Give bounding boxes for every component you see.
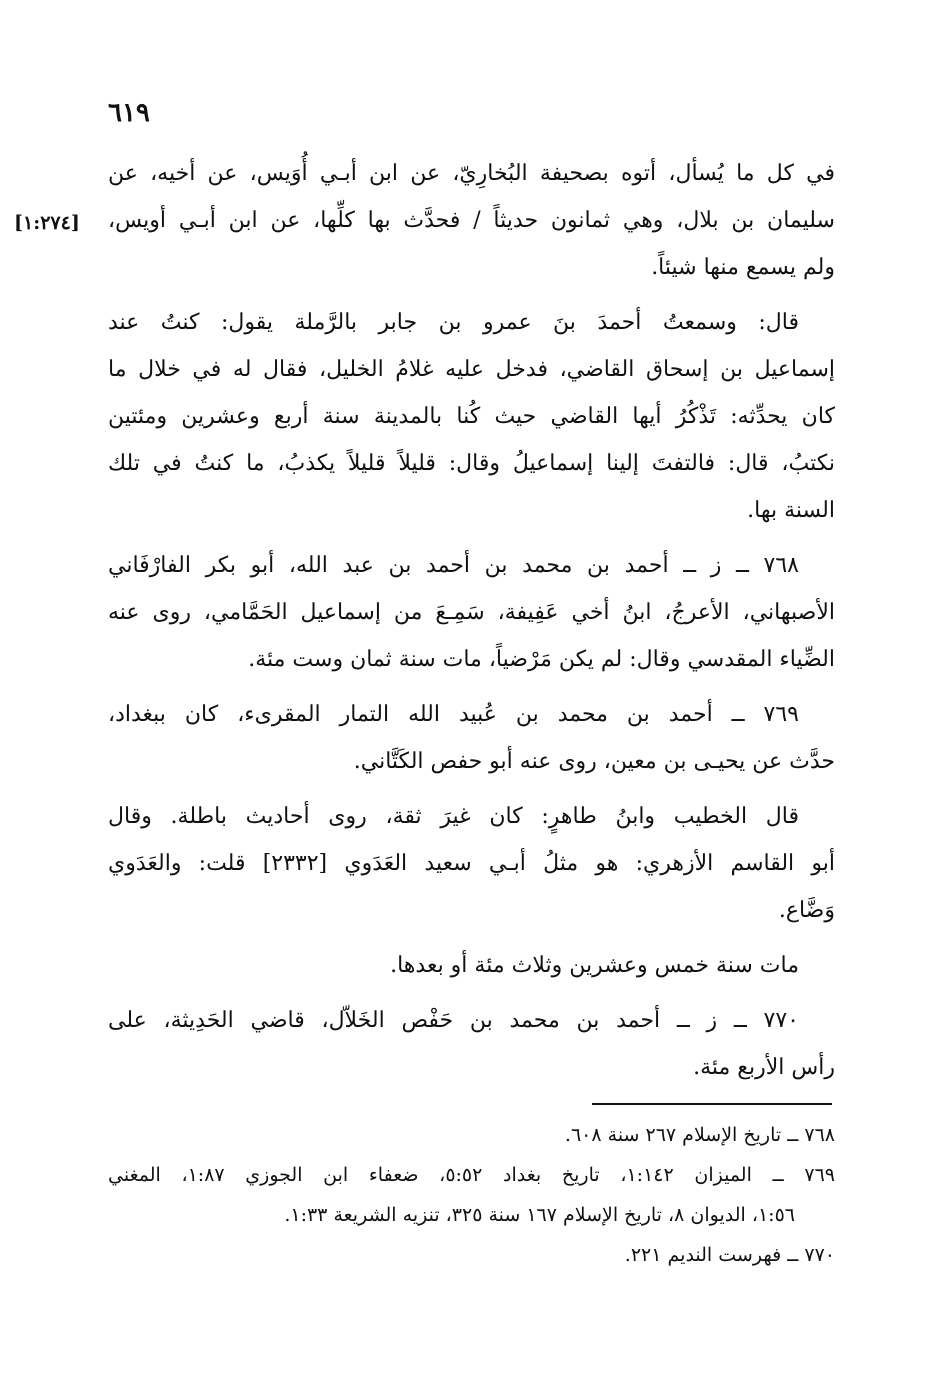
main-text bbox=[108, 150, 835, 1099]
footnotes bbox=[108, 1115, 835, 1275]
entry-770 bbox=[108, 997, 835, 1091]
paragraph bbox=[108, 299, 835, 534]
text-line: أبو القاسم الأزهري: هو مثلُ أبـي سعيد العَدَوي [٢٣٣٢] قلت: والعَدَوي bbox=[108, 851, 835, 876]
paragraph bbox=[108, 793, 835, 934]
text-line: وَضَّاع. bbox=[778, 898, 835, 923]
footnote-770 bbox=[108, 1235, 835, 1275]
text-line: قال الخطيب وابنُ طاهرٍ: كان غيرَ ثقة، روى أحاديث باطلة. وقال bbox=[108, 804, 799, 829]
paragraph bbox=[108, 150, 835, 291]
page-number: ٦١٩ bbox=[108, 98, 150, 128]
text-line: ٧٦٩ ــ أحمد بن محمد بن عُبيد الله التمار المقرىء، كان ببغداد، bbox=[108, 702, 799, 727]
text-line: كان يحدِّثه: تَذْكُرُ أيها القاضي حيث كُنا بالمدينة سنة أربع وعشرين ومئتين bbox=[108, 404, 835, 429]
text-line: نكتبُ، قال: فالتفتَ إلينا إسماعيلُ وقال: قليلاً قليلاً يكذبُ، ما كنتُ في تلك bbox=[108, 451, 835, 476]
text-line: إسماعيل بن إسحاق القاضي، فدخل عليه غلامُ الخليل، فقال له في خلال ما bbox=[108, 357, 835, 382]
entry-769 bbox=[108, 691, 835, 785]
text-line: مات سنة خمس وعشرين وثلاث مئة أو بعدها. bbox=[390, 953, 799, 978]
footnote-768 bbox=[108, 1115, 835, 1155]
text-line: ٧٧٠ ــ ز ــ أحمد بن محمد بن حَفْص الخَلاّل، قاضي الحَدِيثة، على bbox=[108, 1008, 799, 1033]
footnote-line: ٧٦٩ ــ الميزان ١:١٤٢، تاريخ بغداد ٥:٥٢، ضعفاء ابن الجوزي ١:٨٧، المغني bbox=[108, 1164, 835, 1186]
text-line: سليمان بن بلال، وهي ثمانون حديثاً / فحدَّث بها كلِّها، عن ابن أبـي أويس، bbox=[108, 208, 835, 233]
text-line: الضِّياء المقدسي وقال: لم يكن مَرْضياً، مات سنة ثمان وست مئة. bbox=[248, 647, 835, 672]
footnote-line: ٧٦٨ ــ تاريخ الإسلام ٢٦٧ سنة ٦٠٨. bbox=[564, 1124, 835, 1146]
text-line: ٧٦٨ ــ ز ــ أحمد بن محمد بن أحمد بن عبد الله، أبو بكر الفارْفَاني bbox=[108, 553, 799, 578]
paragraph bbox=[108, 942, 835, 989]
footnote-769 bbox=[108, 1155, 835, 1235]
entry-768 bbox=[108, 542, 835, 683]
text-line: رأس الأربع مئة. bbox=[693, 1055, 835, 1080]
text-line: ولم يسمع منها شيئاً. bbox=[651, 255, 835, 280]
text-line: السنة بها. bbox=[747, 498, 835, 523]
text-line: قال: وسمعتُ أحمدَ بنَ عمرو بن جابر بالرَّملة يقول: كنتُ عند bbox=[108, 310, 799, 335]
footnote-line: ١:٥٦، الديوان ٨، تاريخ الإسلام ١٦٧ سنة ٣٢٥، تنزيه الشريعة ١:٣٣. bbox=[284, 1204, 795, 1226]
text-line: حدَّث عن يحيـى بن معين، روى عنه أبو حفص الكَتَّاني. bbox=[353, 749, 835, 774]
margin-reference: [١:٢٧٤] bbox=[14, 212, 80, 234]
footnote-divider bbox=[592, 1103, 832, 1105]
footnote-line: ٧٧٠ ــ فهرست النديم ٢٢١. bbox=[624, 1244, 835, 1266]
text-line: الأصبهاني، الأعرجُ، ابنُ أخي عَفِيفة، سَمِـعَ من إسماعيل الحَمَّامي، روى عنه bbox=[108, 600, 835, 625]
text-line: في كل ما يُسأل، أتوه بصحيفة البُخارِيّ، عن ابن أبـي أُوَيس، عن أخيه، عن bbox=[108, 161, 835, 186]
